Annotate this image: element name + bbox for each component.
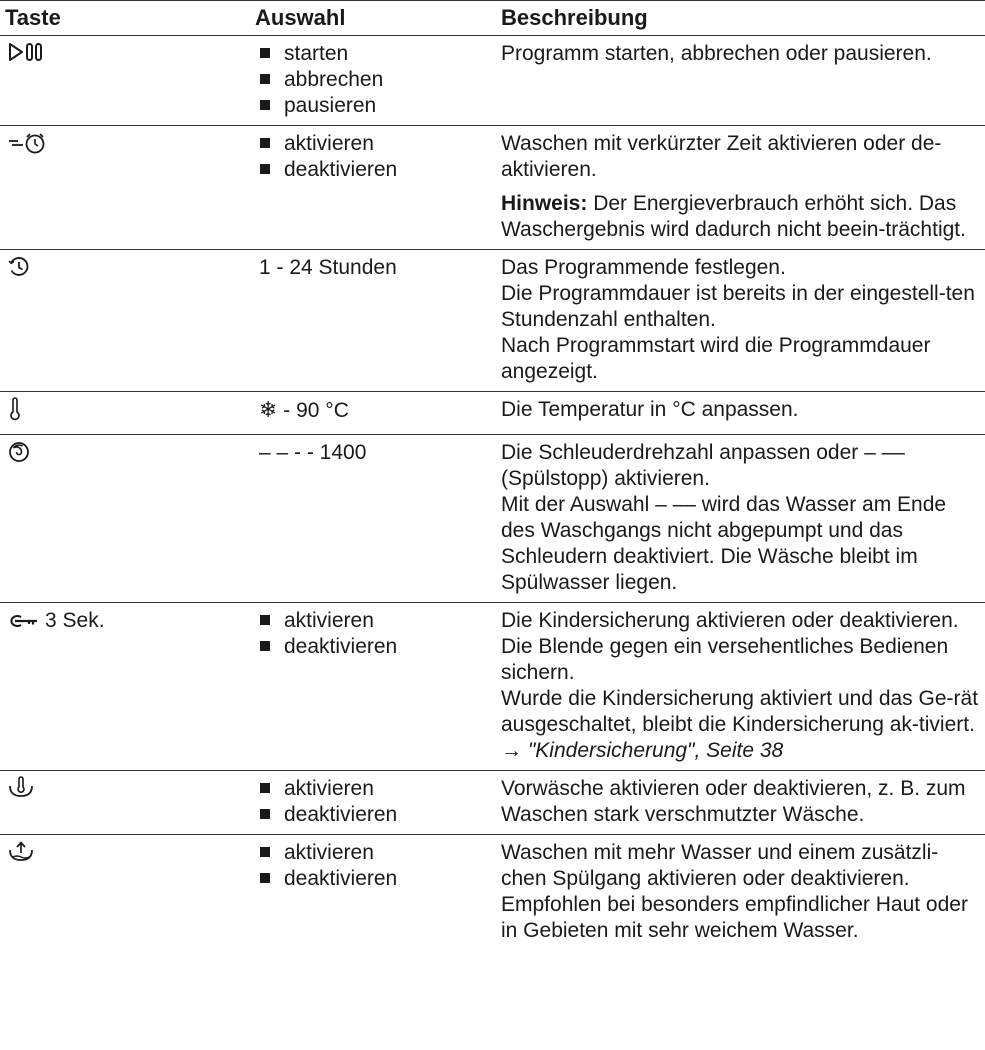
key-cell [0,771,250,835]
description-cell [496,835,985,951]
description-cell [496,435,985,603]
description-text: Wurde die Kindersicherung aktiviert und das Ge-rät ausgeschaltet, bleibt die Kindersicherung ak-tiviert. [501,687,979,736]
range-text: – – - - 1400 [259,441,367,464]
table-header-row [0,1,985,36]
extra-rinse-icon [7,840,35,864]
option-cell [250,126,496,250]
prewash-icon [7,776,35,800]
table-row [0,36,985,126]
note-body: Der Energieverbrauch erhöht sich. Das Waschergebnis wird dadurch nicht beein-trächtigt. [501,192,966,241]
description-text: Die Temperatur in °C anpassen. [501,398,799,421]
speed-clock-icon [7,131,51,155]
option-item: abbrechen [255,67,490,93]
option-item: deaktivieren [255,866,490,892]
cross-reference-link[interactable]: → "Kindersicherung", Seite 38 [501,739,784,762]
option-item: starten [255,41,490,67]
option-cell [250,36,496,126]
description-text: Programm starten, abbrechen oder pausieren. [501,42,932,65]
key-cell [0,392,250,435]
description-text: Vorwäsche aktivieren oder deaktivieren, z. B. zum Waschen stark verschmutzter Wäsche. [501,777,966,826]
description-text: Waschen mit verkürzter Zeit aktivieren oder de-aktivieren. [501,132,942,181]
range-text: - 90 °C [277,399,349,422]
option-item: pausieren [255,93,490,119]
table-row [0,603,985,771]
description-text: Die Blende gegen ein versehentliches Bedienen sichern. [501,635,949,684]
description-text: Nach Programmstart wird die Programmdauer angezeigt. [501,334,931,383]
description-cell [496,603,985,771]
option-cell [250,435,496,603]
description-text: Waschen mit mehr Wasser und einem zusätzli-chen Spülgang aktivieren oder deaktivieren. Empfohlen bei besonders empfindlicher Haut oder in Gebieten mit sehr weichem Wasser. [501,841,968,942]
option-cell [250,250,496,392]
option-item: aktivieren [255,840,490,866]
table-row [0,250,985,392]
range-text: 1 - 24 Stunden [259,256,397,279]
option-item: deaktivieren [255,802,490,828]
option-cell [250,771,496,835]
option-item: aktivieren [255,131,490,157]
description-cell [496,392,985,435]
thermometer-icon [7,397,23,421]
option-item: aktivieren [255,776,490,802]
description-cell [496,250,985,392]
description-text: Mit der Auswahl – –– wird das Wasser am Ende des Waschgangs nicht abgepumpt und das Schleudern deaktiviert. Die Wäsche bleibt im Spülwasser liegen. [501,493,947,594]
table-row [0,771,985,835]
table-row [0,392,985,435]
description-cell [496,126,985,250]
key-cell [0,250,250,392]
end-time-clock-icon [7,255,31,279]
key-duration-label: 3 Sek. [45,609,105,632]
header-taste: Taste [5,5,61,30]
option-cell [250,392,496,435]
description-text: Das Programmende festlegen. [501,256,786,279]
description-cell [496,36,985,126]
header-beschreibung: Beschreibung [501,5,648,30]
table-row [0,126,985,250]
option-cell [250,835,496,951]
header-auswahl: Auswahl [255,5,346,30]
description-text: Die Schleuderdrehzahl anpassen oder – –– (Spülstopp) aktivieren. [501,441,905,490]
key-lock-icon [7,611,41,631]
key-cell [0,126,250,250]
option-cell [250,603,496,771]
note-text [501,191,979,243]
snowflake-icon: ❄ [259,397,278,422]
option-item: aktivieren [255,608,490,634]
description-text: Die Programmdauer ist bereits in der eingestell-ten Stundenzahl enthalten. [501,282,975,331]
key-cell [0,36,250,126]
table-row [0,435,985,603]
key-cell [0,435,250,603]
option-item: deaktivieren [255,157,490,183]
table-row [0,835,985,951]
note-label: Hinweis: [501,192,588,215]
key-cell [0,603,250,771]
key-cell [0,835,250,951]
description-text: Die Kindersicherung aktivieren oder deaktivieren. [501,609,959,632]
option-item: deaktivieren [255,634,490,660]
description-cell [496,771,985,835]
spin-icon [7,440,31,464]
start-pause-icon [7,41,47,63]
